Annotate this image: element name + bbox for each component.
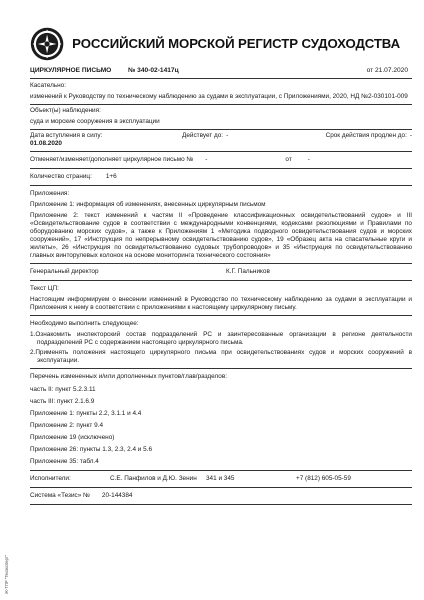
organization-name: РОССИЙСКИЙ МОРСКОЙ РЕГИСТР СУДОХОДСТВА (72, 35, 400, 51)
cancels-label: Отменяет/изменяет/дополняет циркулярное письмо № (30, 156, 194, 163)
pages-label: Количество страниц: (30, 173, 92, 180)
system-section (30, 488, 412, 505)
subject-section (30, 79, 412, 105)
change-item: Приложение 1: пункты 2.2, 3.1.1 и 4.4 (30, 410, 142, 417)
letter-line (30, 64, 412, 79)
text-section (30, 281, 412, 316)
rs-logo-icon (30, 24, 64, 64)
letter-type: ЦИРКУЛЯРНОЕ ПИСЬМО (30, 66, 112, 74)
signatory-name: К.Г. Пальников (226, 268, 270, 275)
cancels-section (30, 152, 412, 169)
text-body: Настоящим информируем о внесении изменений в Руководство по техническому наблюдению за судами в эксплуатации и Приложения к нему в соответствии с приложениями к настоящему циркулярному письму. (30, 296, 412, 311)
action-item-1: 1.Ознакомить инспекторский состав подразделений РС и заинтересованные организации в регионе деятельности подразделений РС с содержанием настоящего циркулярного письма. (30, 331, 412, 346)
circular-letter (30, 64, 412, 505)
signatory-position: Генеральный директор (30, 268, 99, 275)
effective-date-value: 01.08.2020 (30, 140, 62, 147)
system-number: 20-144384 (101, 492, 133, 499)
extended-until-value: - (409, 132, 412, 139)
effective-section (30, 130, 412, 152)
extended-until-label: Срок действия продлен до: (325, 132, 407, 139)
appendices-section (30, 186, 412, 264)
valid-until-value: - (226, 132, 229, 139)
actions-label: Необходимо выполнить следующее: (30, 320, 139, 327)
change-item: часть II: пункт 5.2.3.11 (30, 386, 96, 393)
pages-value: 1+6 (105, 173, 117, 180)
appendix-2: Приложение 2: текст изменений к частям II «Проведение классификационных освидетельствований судов» и III «Освидетельствование судов в соответствии с международными конвенциями, кодексами резолюциями и Правилами по оборудованию морских судов», а также к Приложениям 1 «Методика подводного освидетельствования судов и морских сооружений», 17 «Инструкция по непрерывному освидетельствованию судов», 19 «Образец акта на спасательные круги и жилеты», 26 «Инструкция по освидетельствованию судовых трубопроводов» и 35 «Инструкция по освидетельствованию главных винторулевых колонок на основе мониторинга технического состояния» (30, 212, 412, 259)
executors-phone: +7 (812) 605-05-59 (296, 475, 351, 482)
appendices-label: Приложения: (30, 190, 70, 197)
changes-section (30, 369, 412, 471)
pages-section (30, 169, 412, 186)
change-item: Приложение 19 (исключено) (30, 434, 115, 441)
cancels-date-label: от (285, 156, 292, 163)
subject-text: изменений к Руководству по техническому наблюдению за судами в эксплуатации, с Приложениями, 2020, НД №2-030101-009 (30, 93, 408, 100)
executors-extension: 341 и 345 (206, 475, 235, 482)
actions-section (30, 316, 412, 369)
side-stamp: Ж-ТПР "Техэксперт" (4, 554, 9, 594)
appendix-1: Приложение 1: информация об изменениях, внесенных циркулярным письмом (30, 201, 266, 208)
effective-date-label: Дата вступления в силу: (30, 132, 103, 139)
executors-section (30, 471, 412, 488)
objects-label: Объект(ы) наблюдения: (30, 107, 101, 114)
action-item-2: 2.Применять положения настоящего циркулярного письма при освидетельствованиях судов и морских сооружений в эксплуатации. (30, 349, 412, 364)
cancels-number: - (205, 156, 208, 163)
change-item: часть III: пункт 2.1.6.9 (30, 398, 95, 405)
executors-label: Исполнители: (30, 475, 71, 482)
change-item: Приложение 2: пункт 9.4 (30, 422, 104, 429)
letter-date: от 21.07.2020 (366, 66, 408, 74)
objects-section (30, 105, 412, 130)
valid-until-label: Действует до: (182, 132, 224, 139)
text-label: Текст ЦП: (30, 285, 59, 292)
objects-text: суда и морские сооружения в эксплуатации (30, 118, 160, 125)
system-label: Система «Тезис» № (30, 492, 90, 499)
letter-number: № 340-02-1417ц (128, 66, 179, 74)
page-header (30, 22, 400, 66)
cancels-date-value: - (307, 156, 310, 163)
change-item: Приложение 35: табл.4 (30, 458, 99, 465)
signature-section (30, 264, 412, 281)
executors-names: С.Е. Панфилов и Д.Ю. Зенин (110, 475, 197, 482)
subject-label: Касательно: (30, 82, 66, 89)
change-item: Приложение 26: пункты 1.3, 2.3, 2.4 и 5.6 (30, 446, 153, 453)
changes-label: Перечень измененных и/или дополненных пунктов/глав/разделов: (30, 373, 227, 380)
